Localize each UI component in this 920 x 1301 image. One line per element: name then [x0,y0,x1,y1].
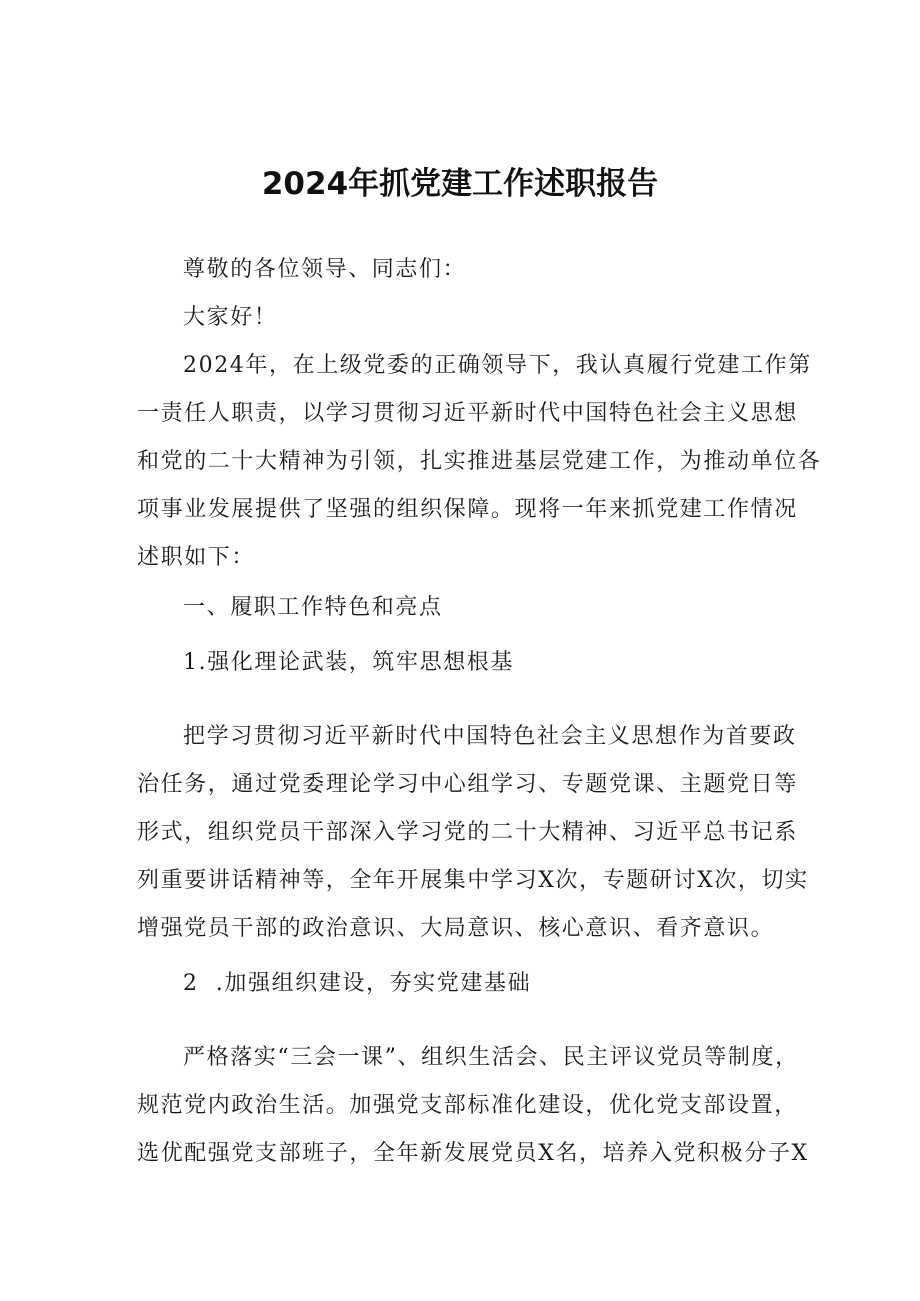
intro-line-2: 一责任人职责，以学习贯彻习近平新时代中国特色社会主义思想 [137,401,798,426]
intro-line-5: 述职如下： [137,545,256,570]
intro-line-1: 2024年，在上级党委的正确领导下，我认真履行党建工作第 [183,353,812,378]
item2-body-line-1: 严格落实“三会一课”、组织生活会、民主评议党员等制度， [183,1045,799,1070]
section-heading-1: 一、履职工作特色和亮点 [183,595,443,620]
item2-body-line-2: 规范党内政治生活。加强党支部标准化建设，优化党支部设置， [137,1093,798,1118]
salutation: 尊敬的各位领导、同志们： [183,257,467,282]
item1-body-line-5: 增强党员干部的政治意识、大局意识、核心意识、看齐意识。 [137,916,775,941]
item1-body-line-1: 把学习贯彻习近平新时代中国特色社会主义思想作为首要政 [183,724,797,749]
item2-body-line-3: 选优配强党支部班子，全年新发展党员X名，培养入党积极分子X [137,1141,809,1166]
item1-body-line-4: 列重要讲话精神等，全年开展集中学习X次，专题研讨X次，切实 [137,868,809,893]
item1-body-line-3: 形式，组织党员干部深入学习党的二十大精神、习近平总书记系 [137,820,798,845]
item-heading-1: 1.强化理论武装，筑牢思想根基 [183,650,514,675]
intro-line-3: 和党的二十大精神为引领，扎实推进基层党建工作，为推动单位各 [137,449,822,474]
item-heading-2: 2 .加强组织建设，夯实党建基础 [183,971,532,996]
item1-body-line-2: 治任务，通过党委理论学习中心组学习、专题党课、主题党日等 [137,772,798,797]
greeting: 大家好！ [183,305,278,330]
document-title: 2024年抓党建工作述职报告 [261,166,659,202]
intro-line-4: 项事业发展提供了坚强的组织保障。现将一年来抓党建工作情况 [137,497,798,522]
